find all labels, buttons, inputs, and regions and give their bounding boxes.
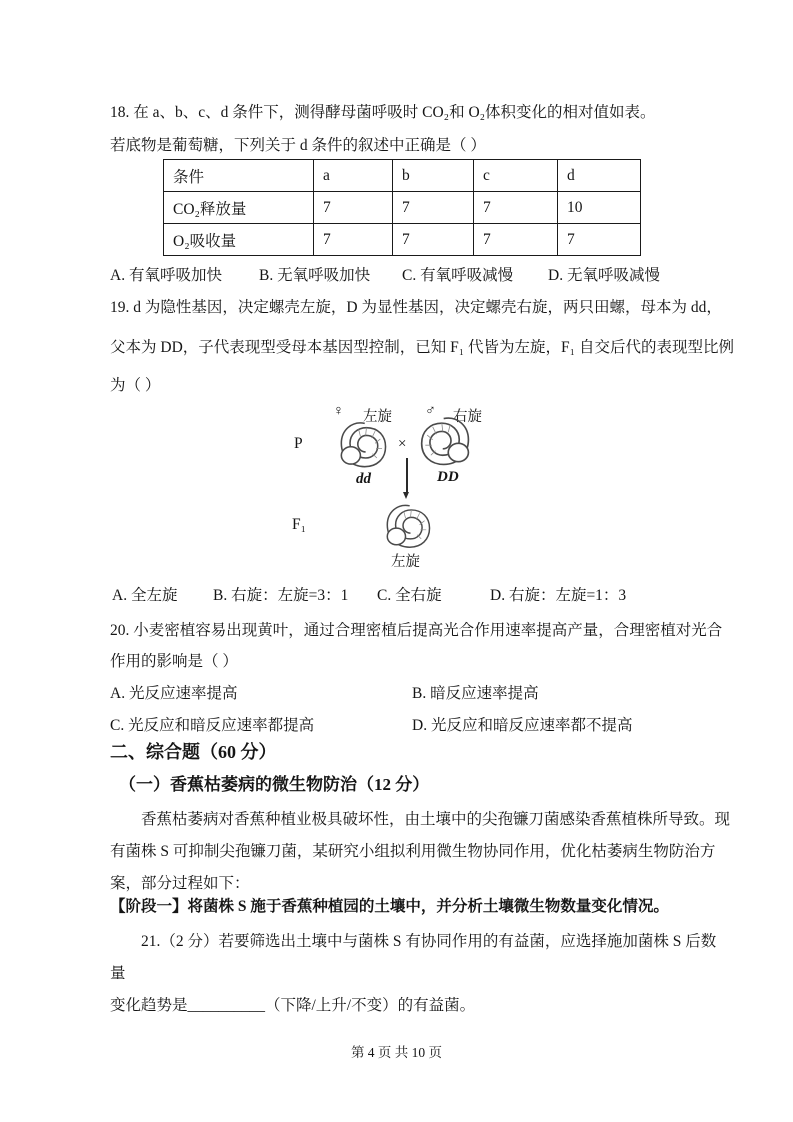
part1-intro-line3: 案，部分过程如下： xyxy=(110,875,250,892)
q18-text-line1: 18. 在 a、b、c、d 条件下，测得酵母菌呼吸时 CO₂和 O₂体积变化的相对值如表。 xyxy=(110,104,656,121)
q18-option-c: C. 有氧呼吸减慢 xyxy=(402,267,514,284)
snail-image-male xyxy=(418,412,473,476)
p-generation-label: P xyxy=(294,435,303,452)
table-cell: 7 xyxy=(558,224,641,256)
table-cell: c xyxy=(474,160,558,192)
table-cell: b xyxy=(393,160,474,192)
q20-text-line1: 20. 小麦密植容易出现黄叶，通过合理密植后提高光合作用速率提高产量，合理密植对光合 xyxy=(110,622,723,639)
section2-title: 二、综合题（60 分） xyxy=(110,742,277,762)
table-cell: 7 xyxy=(474,224,558,256)
q19-text-line2: 父本为 DD，子代表现型受母本基因型控制，已知 F₁ 代皆为左旋，F₁ 自交后代的表现型比例 xyxy=(110,339,734,356)
table-cell: 10 xyxy=(558,192,641,224)
table-cell: O₂吸收量 xyxy=(164,224,314,256)
part1-intro-line2: 有菌株 S 可抑制尖孢镰刀菌，某研究小组拟利用微生物协同作用，优化枯萎病生物防治方 xyxy=(110,843,716,860)
f1-generation-label: F₁ xyxy=(292,516,307,533)
male-phenotype-label: 右旋 xyxy=(453,409,482,425)
q18-option-a: A. 有氧呼吸加快 xyxy=(110,267,222,284)
female-genotype-label: dd xyxy=(356,471,371,487)
table-row-o2 xyxy=(164,224,641,256)
snail-image-female xyxy=(337,417,389,478)
male-symbol: ♂ xyxy=(425,403,436,419)
page-footer: 第 4 页 共 10 页 xyxy=(350,1045,443,1060)
table-cell: 7 xyxy=(393,224,474,256)
male-genotype-label: DD xyxy=(437,469,459,485)
table-cell: d xyxy=(558,160,641,192)
female-phenotype-label: 左旋 xyxy=(363,409,392,425)
q18-data-table xyxy=(163,159,641,256)
q18-option-d: D. 无氧呼吸减慢 xyxy=(548,267,660,284)
table-cell: 7 xyxy=(393,192,474,224)
table-cell: 7 xyxy=(474,192,558,224)
table-cell: 条件 xyxy=(164,160,314,192)
table-row-co2 xyxy=(164,192,641,224)
q20-option-c: C. 光反应和暗反应速率都提高 xyxy=(110,717,315,734)
table-row-header xyxy=(164,160,641,192)
f1-phenotype-label: 左旋 xyxy=(391,554,420,570)
q20-option-d: D. 光反应和暗反应速率都不提高 xyxy=(412,717,633,734)
q19-text-line3: 为（ ） xyxy=(110,377,161,394)
part1-intro-line1: 香蕉枯萎病对香蕉种植业极具破坏性，由土壤中的尖孢镰刀菌感染香蕉植株所导致。现 xyxy=(141,811,731,828)
cross-arrow-head xyxy=(403,492,409,499)
q20-text-line2: 作用的影响是（ ） xyxy=(110,653,238,670)
cross-arrow-line xyxy=(406,458,408,494)
cross-symbol: × xyxy=(398,436,407,452)
table-cell: CO₂释放量 xyxy=(164,192,314,224)
q21-text-line3-with-blank: 变化趋势是__________（下降/上升/不变）的有益菌。 xyxy=(110,997,476,1014)
q19-text-line1: 19. d 为隐性基因，决定螺壳左旋，D 为显性基因，决定螺壳右旋，两只田螺，母本为 dd， xyxy=(110,299,722,316)
q20-option-a: A. 光反应速率提高 xyxy=(110,685,238,702)
q18-text-line2: 若底物是葡萄糖，下列关于 d 条件的叙述中正确是（ ） xyxy=(110,137,486,154)
female-symbol: ♀ xyxy=(333,403,344,419)
q20-option-b: B. 暗反应速率提高 xyxy=(412,685,539,702)
q19-option-d: D. 右旋：左旋=1：3 xyxy=(490,587,627,604)
q18-option-b: B. 无氧呼吸加快 xyxy=(259,267,371,284)
table-cell: a xyxy=(314,160,393,192)
part1-title: （一）香蕉枯萎病的微生物防治（12 分） xyxy=(119,775,430,794)
q19-option-b: B. 右旋：左旋=3：1 xyxy=(213,587,349,604)
q19-option-c: C. 全右旋 xyxy=(377,587,442,604)
table-cell: 7 xyxy=(314,192,393,224)
stage1-heading: 【阶段一】将菌株 S 施于香蕉种植园的土壤中，并分析土壤微生物数量变化情况。 xyxy=(110,898,669,915)
q21-text-line1: 21.（2 分）若要筛选出土壤中与菌株 S 有协同作用的有益菌，应选择施加菌株 S 后数 xyxy=(141,933,717,950)
q21-text-line2: 量 xyxy=(110,965,126,982)
q19-option-a: A. 全左旋 xyxy=(112,587,178,604)
table-cell: 7 xyxy=(314,224,393,256)
